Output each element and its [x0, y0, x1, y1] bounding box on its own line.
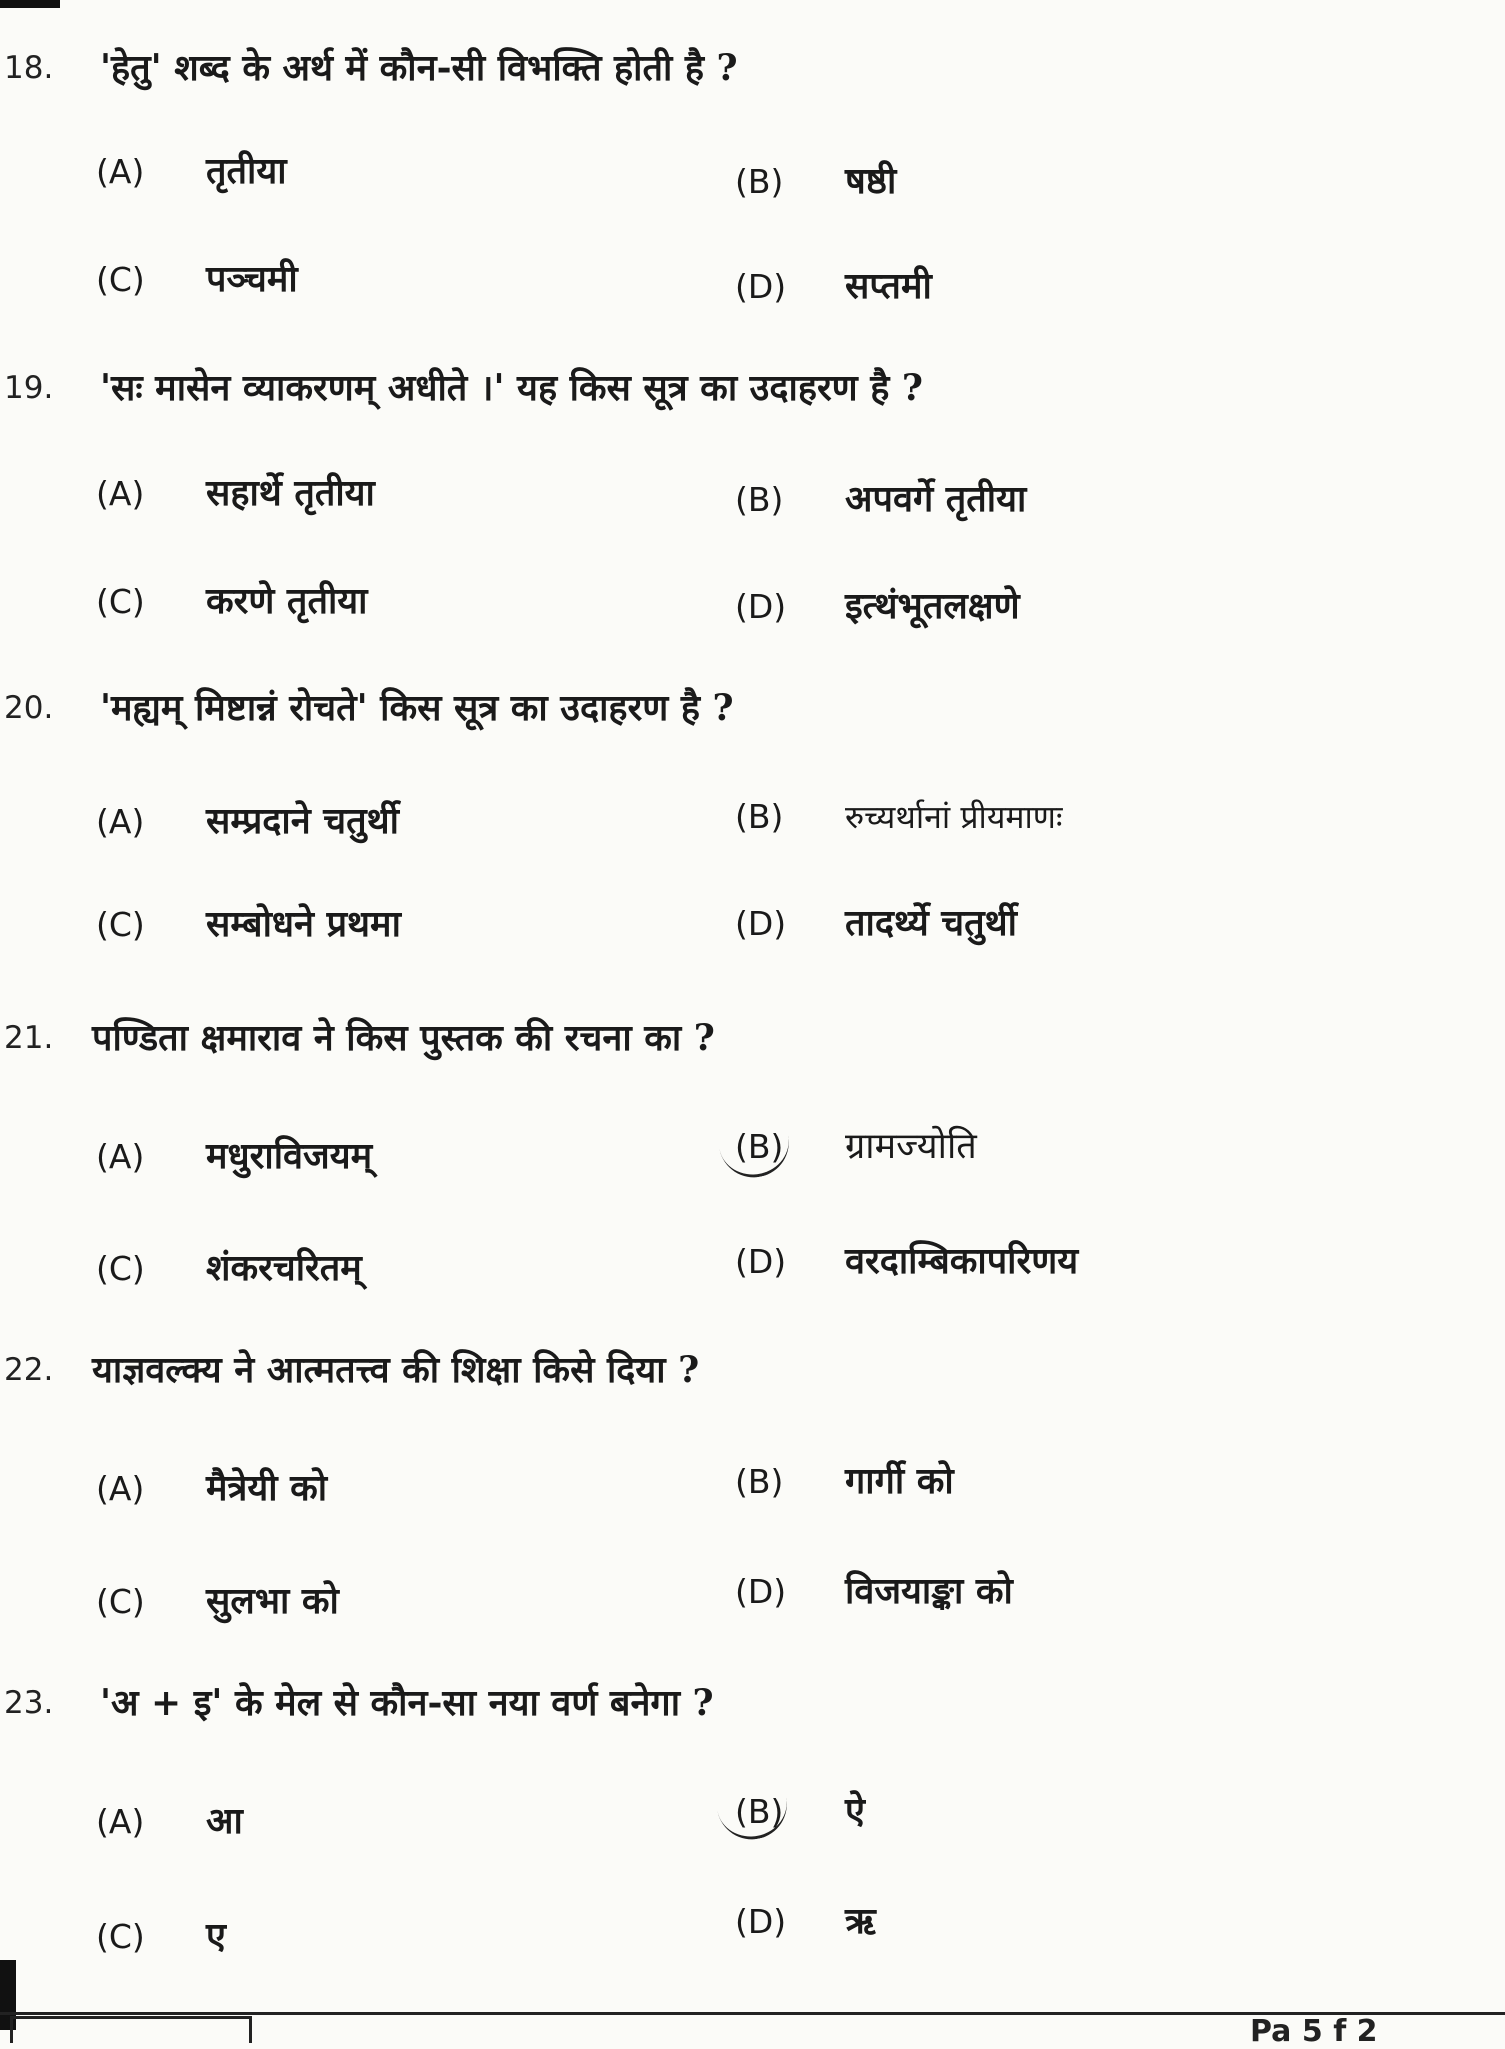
- answer-tick-mark: [717, 1793, 794, 1846]
- question-text: 'मह्यम् मिष्टान्नं रोचते' किस सूत्र का उदाहरण है ?: [100, 687, 734, 729]
- option-letter: (D): [735, 904, 787, 943]
- option-d: [735, 897, 1017, 946]
- option-letter: (A): [96, 802, 145, 841]
- option-a: [96, 467, 375, 516]
- option-c: [96, 575, 368, 624]
- option-letter: (A): [96, 1137, 145, 1176]
- option-letter: (B): [735, 480, 784, 519]
- answer-tick-mark: [719, 1131, 796, 1184]
- option-text: रुच्यर्थानां प्रीयमाणः: [845, 798, 1063, 836]
- option-d: [735, 260, 932, 309]
- option-text: ऐ: [845, 1790, 865, 1832]
- option-b: [735, 795, 1062, 838]
- option-c: [96, 1242, 362, 1291]
- question-number: 21.: [4, 1020, 54, 1056]
- option-b: [735, 155, 896, 204]
- option-letter: (C): [96, 1917, 145, 1956]
- option-text: ग्रामज्योति: [845, 1126, 977, 1167]
- option-text: विजयाङ्का को: [845, 1570, 1013, 1612]
- option-letter: (B): [735, 162, 784, 201]
- option-d: [735, 1565, 1013, 1614]
- option-a: [96, 795, 399, 844]
- option-a: [96, 1795, 243, 1844]
- option-letter: (C): [96, 582, 145, 621]
- option-b: [735, 473, 1026, 522]
- question-number: 19.: [4, 370, 54, 406]
- option-letter: (C): [96, 1249, 145, 1288]
- option-letter: (B): [735, 797, 784, 836]
- option-letter: (A): [96, 152, 145, 191]
- option-text: मैत्रेयी को: [206, 1467, 328, 1509]
- option-a: [96, 1130, 372, 1179]
- option-text: शंकरचरितम्: [206, 1247, 362, 1289]
- question-number: 20.: [4, 690, 54, 726]
- option-text: सम्प्रदाने चतुर्थी: [206, 800, 399, 842]
- option-text: मधुराविजयम्: [206, 1135, 373, 1177]
- option-a: [96, 145, 287, 194]
- option-letter: (D): [735, 1902, 787, 1941]
- option-letter: (C): [96, 1582, 145, 1621]
- option-text: अपवर्गे तृतीया: [845, 478, 1027, 520]
- option-text: ऋ: [845, 1900, 876, 1942]
- scan-corner-mark: [0, 0, 60, 8]
- option-text: सहार्थे तृतीया: [206, 472, 375, 514]
- option-text: पञ्चमी: [206, 258, 298, 300]
- option-letter: (C): [96, 260, 145, 299]
- option-b: [735, 1455, 954, 1504]
- option-text: आ: [206, 1800, 243, 1842]
- option-c: [96, 1575, 339, 1624]
- option-text: ए: [206, 1915, 226, 1957]
- footer-page-number: Pa 5 f 2: [1250, 2014, 1378, 2049]
- option-letter: (B): [735, 1127, 784, 1166]
- option-letter: (B): [735, 1792, 784, 1831]
- option-letter: (A): [96, 1802, 145, 1841]
- option-text: तादर्थ्ये चतुर्थी: [845, 902, 1017, 944]
- question-text: याज्ञवल्क्य ने आत्मतत्त्व की शिक्षा किसे दिया ?: [92, 1349, 700, 1391]
- option-d: [735, 1895, 876, 1944]
- question-text: 'अ + इ' के मेल से कौन-सा नया वर्ण बनेगा ?: [100, 1682, 714, 1724]
- footer-code-box: [10, 2016, 252, 2043]
- option-text: गार्गी को: [845, 1460, 954, 1502]
- question-number: 23.: [4, 1685, 54, 1721]
- question-text: 'सः मासेन व्याकरणम् अधीते ।' यह किस सूत्र का उदाहरण है ?: [100, 367, 923, 409]
- option-text: सुलभा को: [206, 1580, 339, 1622]
- option-text: सप्तमी: [845, 265, 932, 307]
- option-text: षष्ठी: [845, 160, 897, 202]
- option-text: इत्थंभूतलक्षणे: [845, 585, 1020, 627]
- option-letter: (D): [735, 1242, 787, 1281]
- option-letter: (D): [735, 1572, 787, 1611]
- option-letter: (A): [96, 474, 145, 513]
- option-a: [96, 1462, 327, 1511]
- option-letter: (B): [735, 1462, 784, 1501]
- option-letter: (D): [735, 267, 787, 306]
- option-text: सम्बोधने प्रथमा: [206, 903, 401, 945]
- option-letter: (A): [96, 1469, 145, 1508]
- question-text: पण्डिता क्षमाराव ने किस पुस्तक की रचना का ?: [92, 1017, 715, 1059]
- option-letter: (D): [735, 587, 787, 626]
- question-text: 'हेतु' शब्द के अर्थ में कौन-सी विभक्ति होती है ?: [100, 47, 738, 89]
- option-d: [735, 580, 1020, 629]
- option-d: [735, 1235, 1078, 1284]
- option-text: करणे तृतीया: [206, 580, 368, 622]
- option-c: [96, 1910, 226, 1959]
- option-letter: (C): [96, 905, 145, 944]
- option-text: वरदाम्बिकापरिणय: [845, 1240, 1079, 1282]
- question-number: 22.: [4, 1352, 54, 1388]
- option-text: तृतीया: [206, 150, 287, 192]
- question-number: 18.: [4, 50, 54, 86]
- option-c: [96, 898, 401, 947]
- option-c: [96, 253, 298, 302]
